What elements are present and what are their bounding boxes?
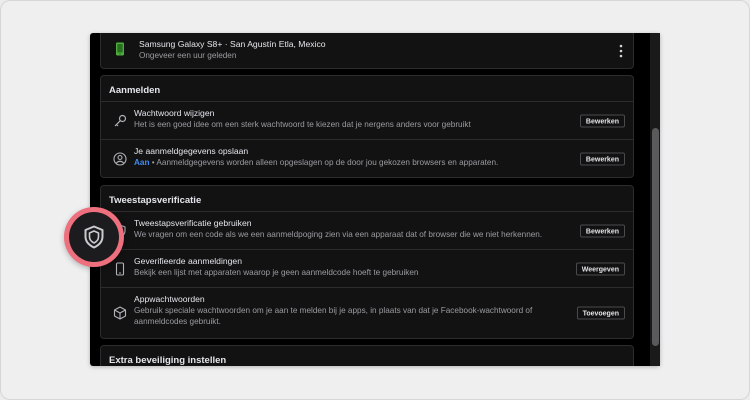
scrollbar-thumb[interactable] — [652, 128, 659, 346]
device-row — [101, 33, 633, 68]
change-password-edit-button[interactable]: Bewerken — [580, 114, 625, 127]
row-save-login[interactable] — [101, 140, 633, 178]
two-factor-edit-button[interactable]: Bewerken — [580, 224, 625, 237]
change-password-desc: Het is een goed idee om een sterk wachtwoord te kiezen dat je nergens anders voor gebruikt — [134, 120, 471, 129]
two-factor-title: Tweestapsverificatie gebruiken — [134, 218, 252, 228]
row-change-password[interactable] — [101, 102, 633, 140]
shield-highlight-inner — [69, 212, 119, 262]
extra-security-header: Extra beveiliging instellen — [109, 355, 227, 366]
two-factor-desc: We vragen om een code als we een aanmeldpoging zien via een apparaat dat of browser die we niet herkennen. — [134, 230, 543, 239]
row-two-factor[interactable] — [101, 212, 633, 250]
phone-icon — [113, 42, 127, 56]
change-password-title: Wachtwoord wijzigen — [134, 108, 215, 118]
save-login-desc-text: • Aanmeldgegevens worden alleen opgeslagen op de door jou gekozen browsers en apparaten. — [149, 158, 499, 167]
user-circle-icon — [113, 152, 127, 166]
app-passwords-add-button[interactable]: Toevoegen — [577, 307, 625, 320]
device-time: Ongeveer een uur geleden — [139, 51, 237, 60]
aanmelden-header: Aanmelden — [101, 76, 633, 102]
mobile-icon — [113, 262, 127, 276]
row-app-passwords[interactable] — [101, 288, 633, 338]
save-login-title: Je aanmeldgegevens opslaan — [134, 146, 249, 156]
shield-highlight-callout — [64, 207, 124, 267]
app-passwords-title: Appwachtwoorden — [134, 294, 205, 304]
device-card — [100, 33, 634, 69]
extra-security-card — [100, 345, 634, 366]
shield-large-icon — [83, 225, 105, 249]
tweestaps-header: Tweestapsverificatie — [101, 186, 633, 212]
more-vertical-icon[interactable] — [619, 44, 623, 58]
key-icon — [113, 114, 127, 128]
tweestaps-card — [100, 185, 634, 339]
save-login-status: Aan — [134, 158, 150, 167]
authorized-logins-title: Geverifieerde aanmeldingen — [134, 256, 242, 266]
save-login-edit-button[interactable]: Bewerken — [580, 153, 625, 166]
authorized-logins-desc: Bekijk een lijst met apparaten waarop je geen aanmeldcode hoeft te gebruiken — [134, 268, 419, 277]
row-authorized-logins[interactable] — [101, 250, 633, 288]
device-name: Samsung Galaxy S8+ · San Agustín Etla, Mexico — [139, 39, 326, 49]
save-login-desc — [134, 157, 543, 168]
cube-icon — [113, 306, 127, 320]
app-passwords-desc: Gebruik speciale wachtwoorden om je aan te melden bij je apps, in plaats van dat je Facebook-wachtwoord of aanmeldcodes gebruikt. — [134, 306, 533, 326]
settings-window — [90, 33, 660, 366]
authorized-logins-view-button[interactable]: Weergeven — [576, 262, 625, 275]
aanmelden-card — [100, 75, 634, 178]
